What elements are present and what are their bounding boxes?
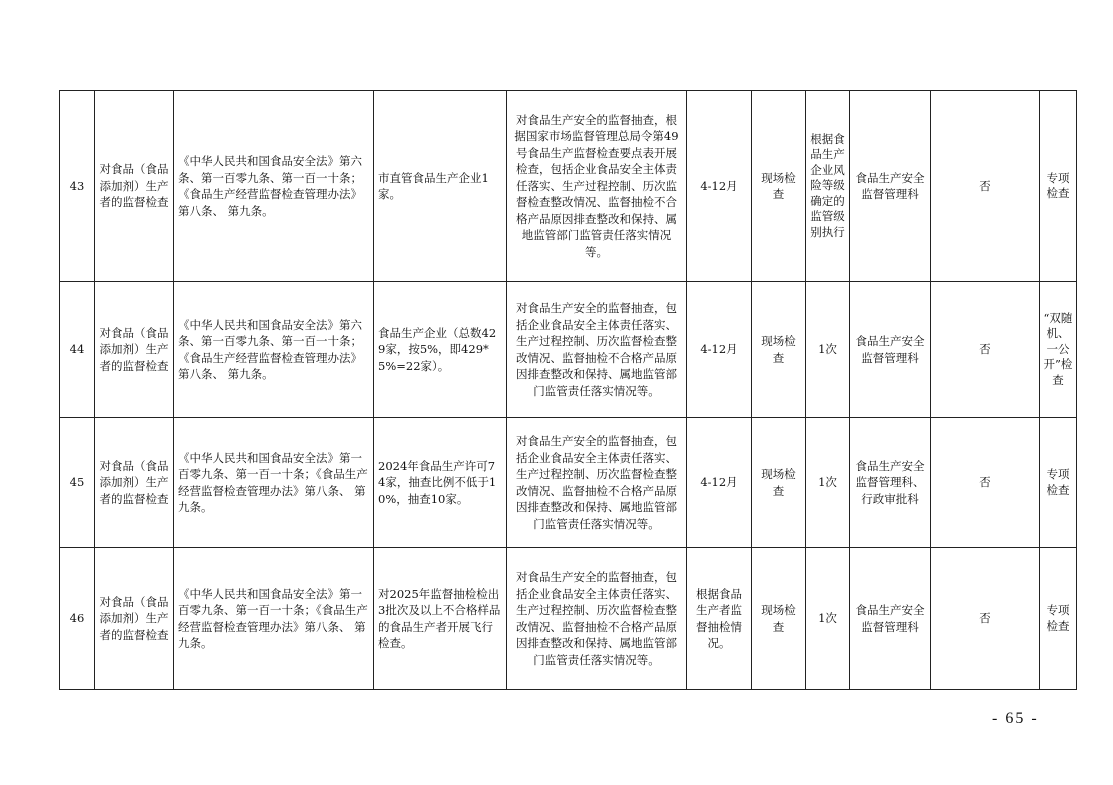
legal-basis: 《中华人民共和国食品安全法》第一百零九条、第一百一十条；《食品生产经营监督检查管理办法》第八条、 第九条。: [174, 548, 374, 690]
table-row: [60, 282, 1077, 418]
inspection-time: 根据食品生产者监督抽检情况。: [687, 548, 752, 690]
inspection-type: 专项检查: [1040, 548, 1077, 690]
inspection-content: 对食品生产安全的监督抽查，包括企业食品安全主体责任落实、生产过程控制、历次监督检查整改情况、监督抽检不合格产品原因排查整改和保持、属地监管部门监管责任落实情况等。: [507, 418, 687, 548]
joint-inspection: 否: [931, 548, 1040, 690]
inspection-frequency: 1次: [806, 282, 850, 418]
table-row: [60, 418, 1077, 548]
inspection-frequency: 根据食品生产企业风险等级确定的监管级别执行: [806, 91, 850, 282]
row-number: 44: [60, 282, 95, 418]
row-number: 43: [60, 91, 95, 282]
inspection-plan-table: [59, 90, 1077, 690]
responsible-department: 食品生产安全监督管理科: [850, 282, 931, 418]
responsible-department: 食品生产安全监督管理科: [850, 91, 931, 282]
row-number: 46: [60, 548, 95, 690]
page-number: - 65 -: [992, 710, 1039, 727]
inspection-time: 4-12月: [687, 91, 752, 282]
responsible-department: 食品生产安全监督管理科: [850, 548, 931, 690]
inspection-method: 现场检查: [752, 418, 806, 548]
inspection-item: 对食品（食品添加剂）生产者的监督检查: [95, 282, 174, 418]
inspection-content: 对食品生产安全的监督抽查，包括企业食品安全主体责任落实、生产过程控制、历次监督检查整改情况、监督抽检不合格产品原因排查整改和保持、属地监管部门监管责任落实情况等。: [507, 282, 687, 418]
legal-basis: 《中华人民共和国食品安全法》第一百零九条、第一百一十条；《食品生产经营监督检查管理办法》第八条、 第九条。: [174, 418, 374, 548]
legal-basis: 《中华人民共和国食品安全法》第六条、第一百零九条、第一百一十条；《食品生产经营监督检查管理办法》第八条、 第九条。: [174, 282, 374, 418]
joint-inspection: 否: [931, 418, 1040, 548]
inspection-frequency: 1次: [806, 418, 850, 548]
inspection-object: 市直管食品生产企业1家。: [374, 91, 507, 282]
inspection-time: 4-12月: [687, 282, 752, 418]
inspection-object: 2024年食品生产许可74家，抽查比例不低于10%，抽查10家。: [374, 418, 507, 548]
joint-inspection: 否: [931, 91, 1040, 282]
inspection-object: 食品生产企业（总数429家，按5%，即429*5%=22家）。: [374, 282, 507, 418]
inspection-item: 对食品（食品添加剂）生产者的监督检查: [95, 91, 174, 282]
joint-inspection: 否: [931, 282, 1040, 418]
inspection-item: 对食品（食品添加剂）生产者的监督检查: [95, 548, 174, 690]
legal-basis: 《中华人民共和国食品安全法》第六条、第一百零九条、第一百一十条；《食品生产经营监督检查管理办法》第八条、 第九条。: [174, 91, 374, 282]
inspection-type: 专项检查: [1040, 418, 1077, 548]
inspection-content: 对食品生产安全的监督抽查，根据国家市场监督管理总局令第49号食品生产监督检查要点表开展检查，包括企业食品安全主体责任落实、生产过程控制、历次监督检查整改情况、监督抽检不合格产品原因排查整改和保持、属地监管部门监管责任落实情况等。: [507, 91, 687, 282]
inspection-item: 对食品（食品添加剂）生产者的监督检查: [95, 418, 174, 548]
inspection-type: “双随机、一公开”检查: [1040, 282, 1077, 418]
table-row: [60, 548, 1077, 690]
table-row: [60, 91, 1077, 282]
inspection-method: 现场检查: [752, 91, 806, 282]
row-number: 45: [60, 418, 95, 548]
inspection-time: 4-12月: [687, 418, 752, 548]
inspection-method: 现场检查: [752, 282, 806, 418]
inspection-frequency: 1次: [806, 548, 850, 690]
inspection-method: 现场检查: [752, 548, 806, 690]
responsible-department: 食品生产安全监督管理科、行政审批科: [850, 418, 931, 548]
inspection-content: 对食品生产安全的监督抽查，包括企业食品安全主体责任落实、生产过程控制、历次监督检查整改情况、监督抽检不合格产品原因排查整改和保持、属地监管部门监管责任落实情况等。: [507, 548, 687, 690]
inspection-type: 专项检查: [1040, 91, 1077, 282]
inspection-object: 对2025年监督抽检检出3批次及以上不合格样品的食品生产者开展飞行检查。: [374, 548, 507, 690]
